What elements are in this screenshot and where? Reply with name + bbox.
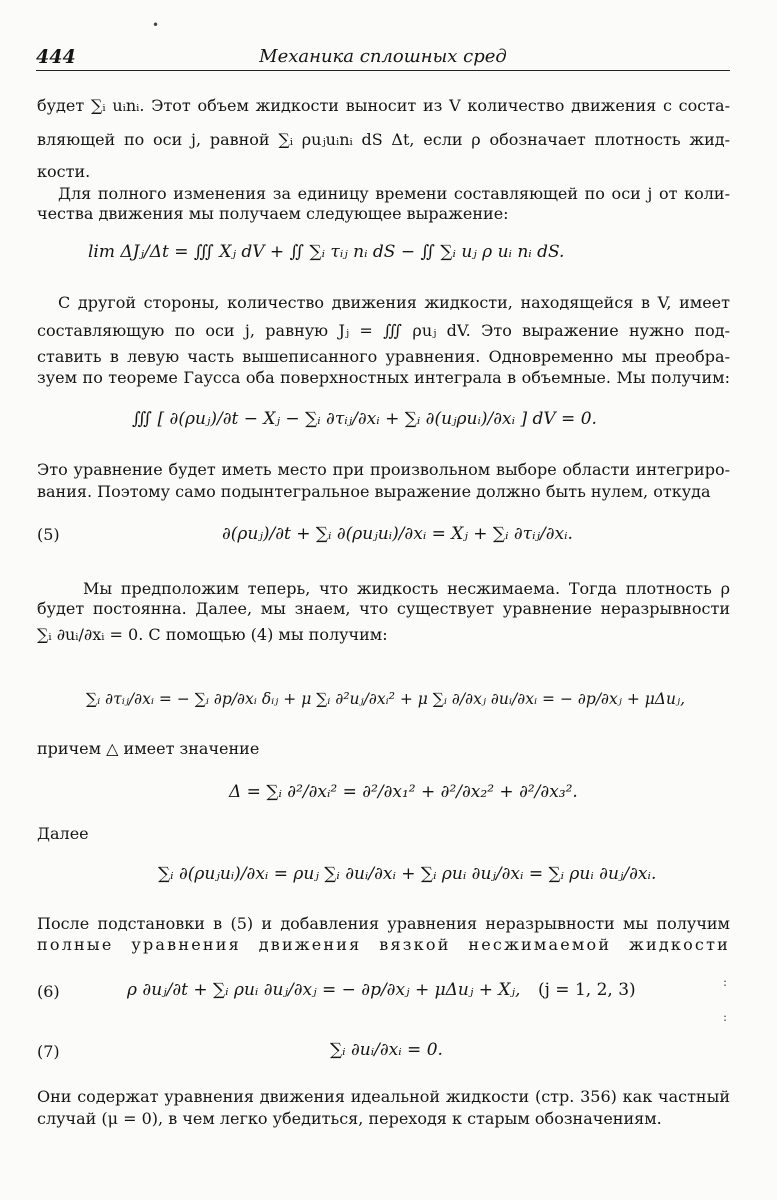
equation-stress-divergence: ∑ᵢ ∂τᵢⱼ/∂xᵢ = − ∑ᵢ ∂p/∂xᵢ δᵢⱼ + μ ∑ᵢ ∂²uⱼ/∂xᵢ² + μ ∑ᵢ ∂/∂xⱼ ∂uᵢ/∂xᵢ = − ∂p/∂xⱼ + μΔuⱼ,	[86, 690, 686, 708]
page-number: 444	[36, 46, 76, 68]
print-speck: •	[152, 18, 160, 32]
running-title: Механика сплошных сред	[259, 46, 507, 67]
equation-number: (5)	[37, 525, 60, 544]
equation-number: (6)	[37, 982, 60, 1001]
equation-volume-integral: ∭ [ ∂(ρuⱼ)/∂t − Xⱼ − ∑ᵢ ∂τᵢⱼ/∂xᵢ + ∑ᵢ ∂(uⱼρuᵢ)/∂xᵢ ] dV = 0.	[132, 409, 597, 429]
text-line: С другой стороны, количество движения жидкости, находящейся в V, имеет	[58, 293, 730, 312]
equation-limit: lim ΔJⱼ/Δt = ∭ Xⱼ dV + ∬ ∑ᵢ τᵢⱼ nᵢ dS − ∬ ∑ᵢ uⱼ ρ uᵢ nᵢ dS.	[88, 242, 565, 262]
text-line: Мы предположим теперь, что жидкость несжимаема. Тогда плотность ρ	[83, 579, 730, 598]
print-speck: :	[723, 975, 728, 989]
page-header	[36, 44, 730, 71]
equation-5: ∂(ρuⱼ)/∂t + ∑ᵢ ∂(ρuⱼuᵢ)/∂xᵢ = Xⱼ + ∑ᵢ ∂τᵢⱼ/∂xᵢ.	[222, 524, 573, 544]
text-line: ставить в левую часть вышеписанного уравнения. Одновременно мы преобра-	[37, 347, 730, 366]
print-speck: :	[723, 1010, 728, 1024]
text-line: После подстановки в (5) и добавления уравнения неразрывности мы получим	[37, 914, 730, 933]
text-line: случай (μ = 0), в чем легко убедиться, переходя к старым обозначениям.	[37, 1109, 662, 1128]
equation-convective-term: ∑ᵢ ∂(ρuⱼuᵢ)/∂xᵢ = ρuⱼ ∑ᵢ ∂uᵢ/∂xᵢ + ∑ᵢ ρuᵢ ∂uⱼ/∂xᵢ = ∑ᵢ ρuᵢ ∂uⱼ/∂xᵢ.	[158, 864, 657, 884]
text-line: причем △ имеет значение	[37, 739, 260, 758]
text-line: Это уравнение будет иметь место при произвольном выборе области интегриро-	[37, 460, 730, 479]
text-line: будет ∑ᵢ uᵢnᵢ. Этот объем жидкости выносит из V количество движения с соста-	[37, 96, 730, 115]
equation-6-index-range: (j = 1, 2, 3)	[538, 980, 636, 1000]
text-line: вания. Поэтому само подынтегральное выражение должно быть нулем, откуда	[37, 482, 711, 501]
text-line: ∑ᵢ ∂uᵢ/∂xᵢ = 0. С помощью (4) мы получим:	[37, 625, 388, 644]
equation-7: ∑ᵢ ∂uᵢ/∂xᵢ = 0.	[330, 1040, 443, 1060]
text-line: Далее	[37, 824, 89, 843]
text-line: кости.	[37, 162, 91, 181]
equation-number: (7)	[37, 1042, 60, 1061]
text-line: Для полного изменения за единицу времени составляющей по оси j от коли-	[58, 184, 730, 203]
text-line: чества движения мы получаем следующее выражение:	[37, 204, 509, 223]
text-line: вляющей по оси j, равной ∑ᵢ ρuⱼuᵢnᵢ dS Δt, если ρ обозначает плотность жид-	[37, 130, 730, 149]
equation-6: ρ ∂uⱼ/∂t + ∑ᵢ ρuᵢ ∂uⱼ/∂xⱼ = − ∂p/∂xⱼ + μΔuⱼ + Xⱼ,	[127, 980, 521, 1000]
text-line: полные уравнения движения вязкой несжимаемой жидкости	[37, 935, 730, 954]
text-line: будет постоянна. Далее, мы знаем, что существует уравнение неразрывности	[37, 599, 730, 618]
text-line: Они содержат уравнения движения идеальной жидкости (стр. 356) как частный	[37, 1087, 730, 1106]
text-line: составляющую по оси j, равную Jⱼ = ∭ ρuⱼ dV. Это выражение нужно под-	[37, 321, 730, 340]
text-line: зуем по теореме Гаусса оба поверхностных интеграла в объемные. Мы получим:	[37, 368, 730, 387]
equation-laplacian: Δ = ∑ᵢ ∂²/∂xᵢ² = ∂²/∂x₁² + ∂²/∂x₂² + ∂²/∂x₃².	[229, 782, 578, 802]
